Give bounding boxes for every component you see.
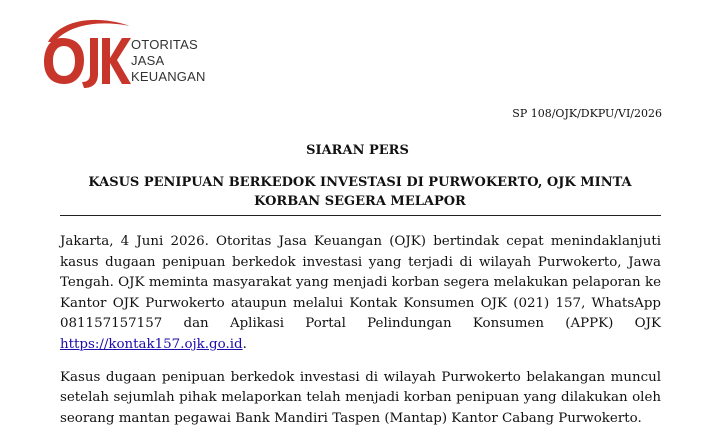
logo-line-2: JASA bbox=[131, 53, 165, 68]
paragraph-1-text: Jakarta, 4 Juni 2026. Otoritas Jasa Keuangan (OJK) bertindak cepat menindaklanjuti kasus dugaan penipuan berkedok investasi yang terjadi di wilayah Purwokerto, Jawa Tengah. OJK meminta masyarakat yang menjadi korban segera melakukan pelaporan ke Kantor OJK Purwokerto ataupun melalui Kontak Konsumen OJK (021) 157, WhatsApp 081157157157 dan Aplikasi Portal Pelindungan Konsumen (APPK) OJK bbox=[60, 234, 661, 332]
paragraph-2: Kasus dugaan penipuan berkedok investasi di wilayah Purwokerto belakangan muncul setelah sejumlah pihak melaporkan telah menjadi korban penipuan yang dilakukan oleh seorang mantan pegawai Bank Mandiri Taspen (Mantap) Kantor Cabang Purwokerto. bbox=[60, 369, 661, 426]
kontak157-link[interactable]: https://kontak157.ojk.go.id bbox=[60, 336, 243, 352]
reference-number: SP 108/OJK/DKPU/VI/2026 bbox=[512, 107, 662, 120]
ojk-logo bbox=[40, 12, 230, 92]
ojk-logo-mark-icon bbox=[40, 12, 132, 92]
divider bbox=[60, 215, 661, 216]
logo-line-1: OTORITAS bbox=[131, 37, 198, 52]
logo-line-3: KEUANGAN bbox=[131, 69, 206, 84]
press-release-label: SIARAN PERS bbox=[306, 143, 409, 158]
logo-wordmark bbox=[131, 37, 206, 85]
paragraph-1 bbox=[60, 232, 661, 356]
paragraph-1-end: . bbox=[242, 336, 247, 352]
article-body bbox=[60, 232, 661, 441]
headline: KASUS PENIPUAN BERKEDOK INVESTASI DI PURWOKERTO, OJK MINTA KORBAN SEGERA MELAPOR bbox=[88, 175, 632, 209]
